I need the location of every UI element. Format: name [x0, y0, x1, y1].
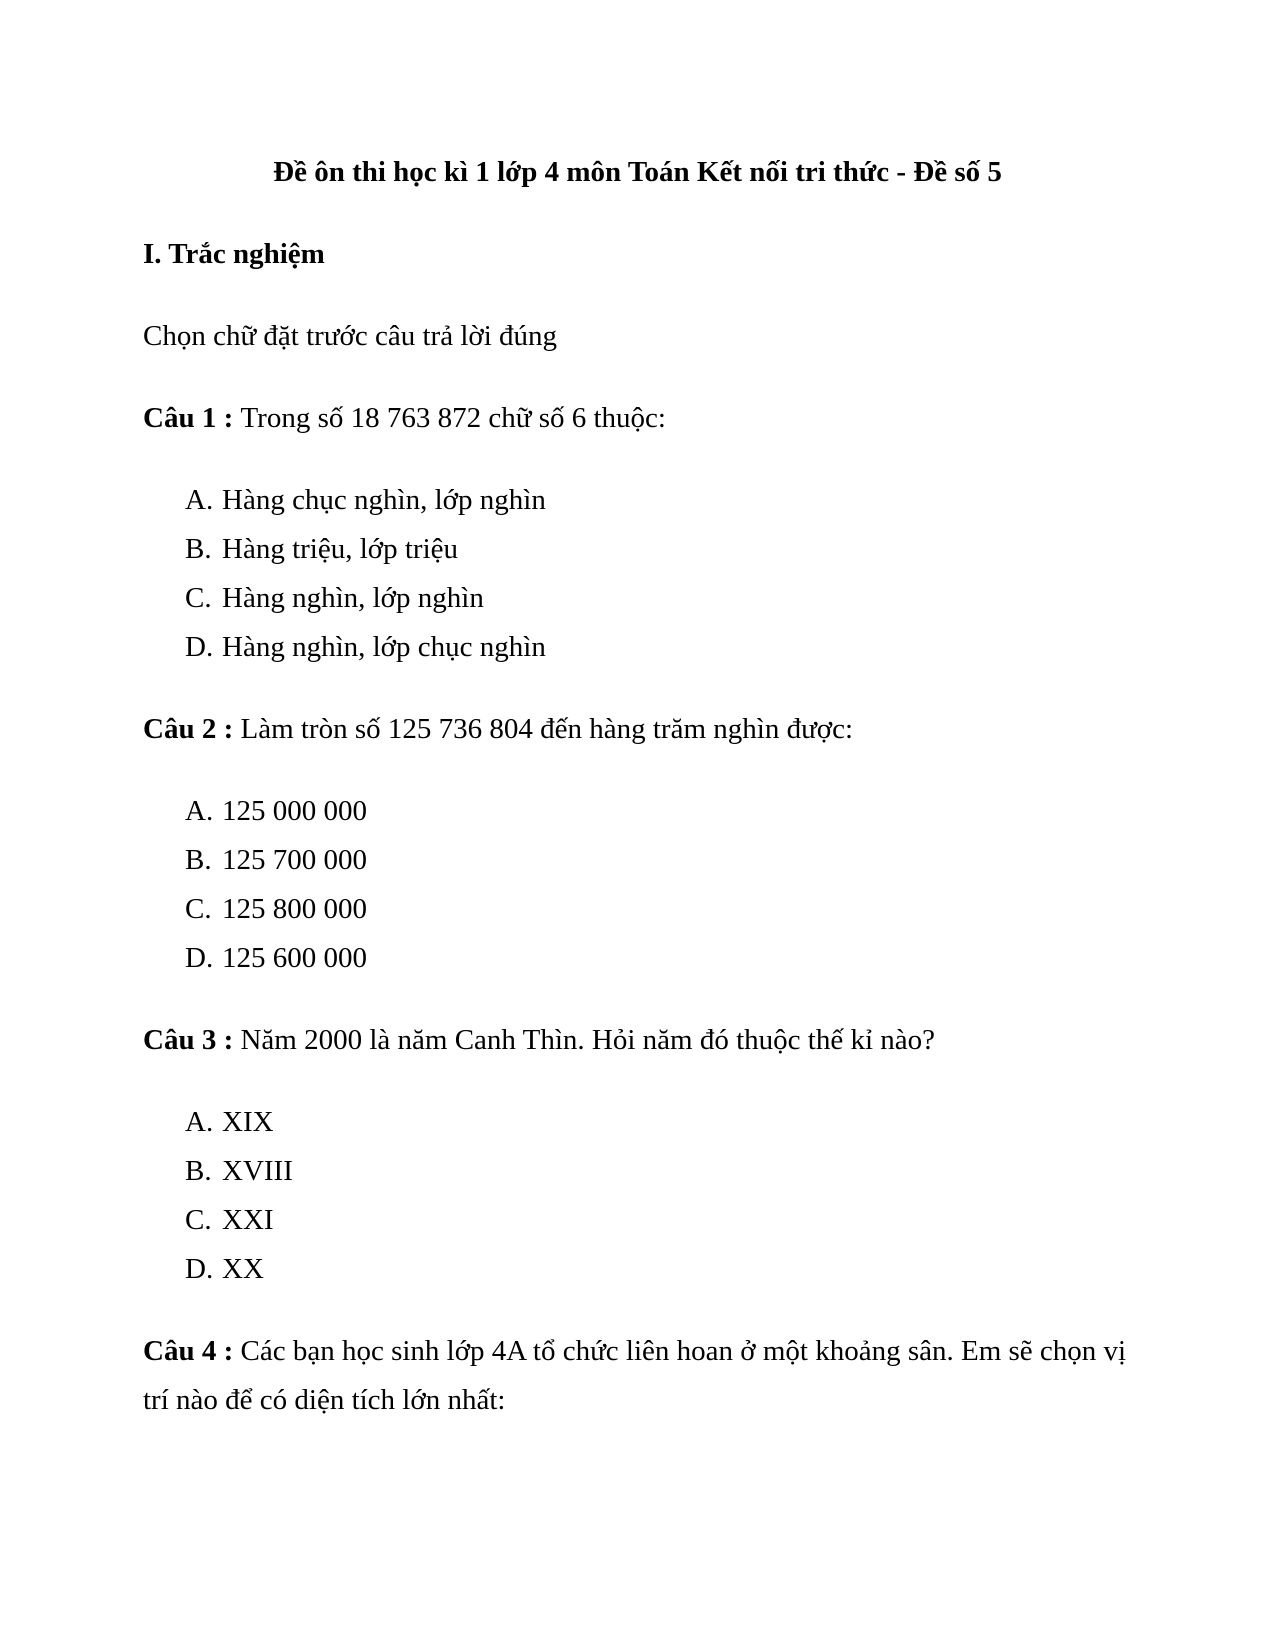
option-text: Hàng nghìn, lớp nghìn [222, 582, 484, 614]
option-text: 125 600 000 [222, 942, 367, 974]
option-text: Hàng chục nghìn, lớp nghìn [222, 484, 546, 516]
option-item [143, 885, 1132, 934]
option-text: 125 800 000 [222, 893, 367, 925]
option-text: Hàng triệu, lớp triệu [222, 533, 458, 565]
option-text: XIX [222, 1106, 274, 1138]
options-list [143, 1098, 1132, 1294]
option-letter: A. [185, 484, 214, 516]
question-label: Câu 3 : [143, 1024, 234, 1056]
question-label: Câu 1 : [143, 402, 234, 434]
question-line [143, 1016, 1132, 1065]
question-text: Làm tròn số 125 736 804 đến hàng trăm nghìn được: [240, 713, 854, 745]
option-item [143, 934, 1132, 983]
option-letter: A. [185, 795, 214, 827]
option-text: XVIII [222, 1155, 293, 1187]
instruction-text: Chọn chữ đặt trước câu trả lời đúng [143, 320, 558, 352]
options-list [143, 787, 1132, 983]
option-text: 125 700 000 [222, 844, 367, 876]
option-letter: B. [185, 533, 212, 565]
question-block [143, 1327, 1132, 1425]
question-label: Câu 4 : [143, 1335, 234, 1367]
option-text: 125 000 000 [222, 795, 367, 827]
option-item [143, 476, 1132, 525]
option-text: XX [222, 1253, 264, 1285]
document-title: Đề ôn thi học kì 1 lớp 4 môn Toán Kết nối tri thức - Đề số 5 [273, 156, 1002, 188]
option-text: Hàng nghìn, lớp chục nghìn [222, 631, 546, 663]
option-letter: D. [185, 631, 214, 663]
option-letter: B. [185, 1155, 212, 1187]
question-text: Trong số 18 763 872 chữ số 6 thuộc: [240, 402, 666, 434]
option-letter: C. [185, 893, 212, 925]
option-item [143, 1098, 1132, 1147]
option-letter: D. [185, 942, 214, 974]
question-label: Câu 2 : [143, 713, 234, 745]
question-line [143, 1327, 1132, 1425]
option-letter: C. [185, 582, 212, 614]
option-item [143, 1196, 1132, 1245]
option-text: XXI [222, 1204, 274, 1236]
option-letter: A. [185, 1106, 214, 1138]
section-heading: I. Trắc nghiệm [143, 238, 325, 270]
question-text: Các bạn học sinh lớp 4A tổ chức liên hoan ở một khoảng sân. Em sẽ chọn vị trí nào để có diện tích lớn nhất: [143, 1335, 1127, 1416]
option-item [143, 623, 1132, 672]
options-list [143, 476, 1132, 672]
option-letter: C. [185, 1204, 212, 1236]
option-item [143, 1245, 1132, 1294]
question-block [143, 1016, 1132, 1294]
question-line [143, 394, 1132, 443]
question-block [143, 705, 1132, 983]
question-block [143, 394, 1132, 672]
questions-container [143, 394, 1132, 1425]
question-text: Năm 2000 là năm Canh Thìn. Hỏi năm đó thuộc thế kỉ nào? [240, 1024, 936, 1056]
option-item [143, 525, 1132, 574]
option-item [143, 1147, 1132, 1196]
option-item [143, 574, 1132, 623]
option-item [143, 787, 1132, 836]
question-line [143, 705, 1132, 754]
option-letter: D. [185, 1253, 214, 1285]
option-item [143, 836, 1132, 885]
option-letter: B. [185, 844, 212, 876]
